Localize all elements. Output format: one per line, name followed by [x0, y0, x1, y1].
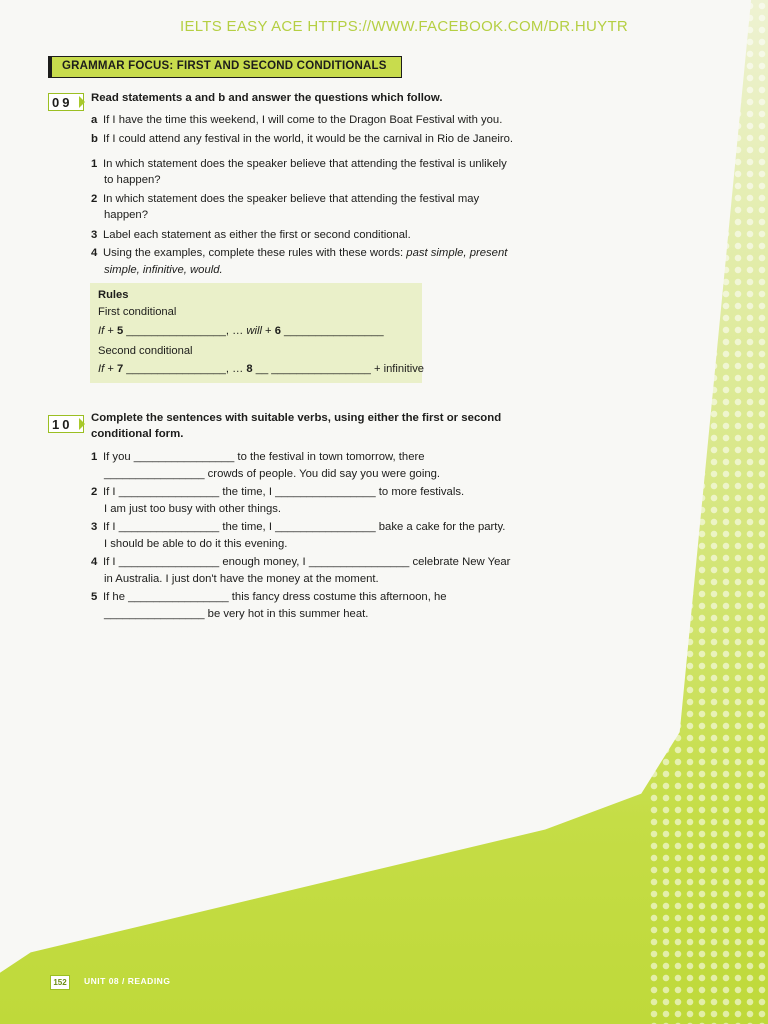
question-3: 3 Label each statement as either the first or second conditional.: [91, 229, 411, 241]
rules-heading: Rules: [98, 289, 129, 301]
question-2-cont: happen?: [104, 209, 148, 221]
exercise-10-instruction-cont: conditional form.: [91, 428, 184, 440]
exercise-09-instruction: Read statements a and b and answer the questions which follow.: [91, 92, 443, 104]
sentence-2: 2 If I ________________ the time, I ________________ to more festivals.: [91, 486, 465, 498]
question-2: 2 In which statement does the speaker believe that attending the festival may: [91, 193, 480, 205]
sentence-1-cont: ________________ crowds of people. You did say you were going.: [104, 468, 441, 480]
sentence-1: 1 If you ________________ to the festival in town tomorrow, there: [91, 451, 425, 463]
statement-b: b If I could attend any festival in the world, it would be the carnival in Rio de Janeiro.: [91, 133, 514, 145]
first-conditional-label: First conditional: [98, 306, 177, 318]
question-4-cont: simple, infinitive, would.: [104, 264, 223, 276]
exercise-10-badge: [48, 415, 84, 433]
arrow-icon: [79, 418, 85, 430]
sentence-5-cont: ________________ be very hot in this summer heat.: [104, 608, 369, 620]
sentence-3: 3 If I ________________ the time, I ________________ bake a cake for the party.: [91, 521, 506, 533]
question-1: 1 In which statement does the speaker believe that attending the festival is unlikely: [91, 158, 507, 170]
section-title: GRAMMAR FOCUS: FIRST AND SECOND CONDITIONALS: [48, 56, 402, 78]
question-4: 4 Using the examples, complete these rules with these words: past simple, present: [91, 247, 508, 259]
second-conditional-rule: If + 7 ________________, … 8 __ ________________ + infinitive: [98, 363, 425, 375]
sentence-4-cont: in Australia. I just don't have the money at the moment.: [104, 573, 379, 585]
rules-box: [90, 283, 425, 383]
statement-a: a If I have the time this weekend, I will come to the Dragon Boat Festival with you.: [91, 114, 503, 126]
exercise-number: 09: [52, 94, 73, 110]
sentence-5: 5 If he ________________ this fancy dress costume this afternoon, he: [91, 591, 447, 603]
exercise-number: 10: [52, 416, 73, 432]
second-conditional-label: Second conditional: [98, 345, 193, 357]
unit-label: UNIT 08 / READING: [84, 976, 171, 986]
sentence-4: 4 If I ________________ enough money, I ________________ celebrate New Year: [91, 556, 511, 568]
exercise-09-badge: [48, 93, 84, 111]
header-url: IELTS EASY ACE HTTPS://WWW.FACEBOOK.COM/DR.HUYTR: [180, 18, 629, 35]
sentence-3-cont: I should be able to do it this evening.: [104, 538, 288, 550]
question-1-cont: to happen?: [104, 174, 161, 186]
sentence-2-cont: I am just too busy with other things.: [104, 503, 282, 515]
page-number: 152: [50, 975, 70, 990]
first-conditional-rule: If + 5 ________________, … will + 6 ________________: [98, 325, 384, 337]
arrow-icon: [79, 96, 85, 108]
exercise-10-instruction: Complete the sentences with suitable verbs, using either the first or second: [91, 412, 502, 424]
